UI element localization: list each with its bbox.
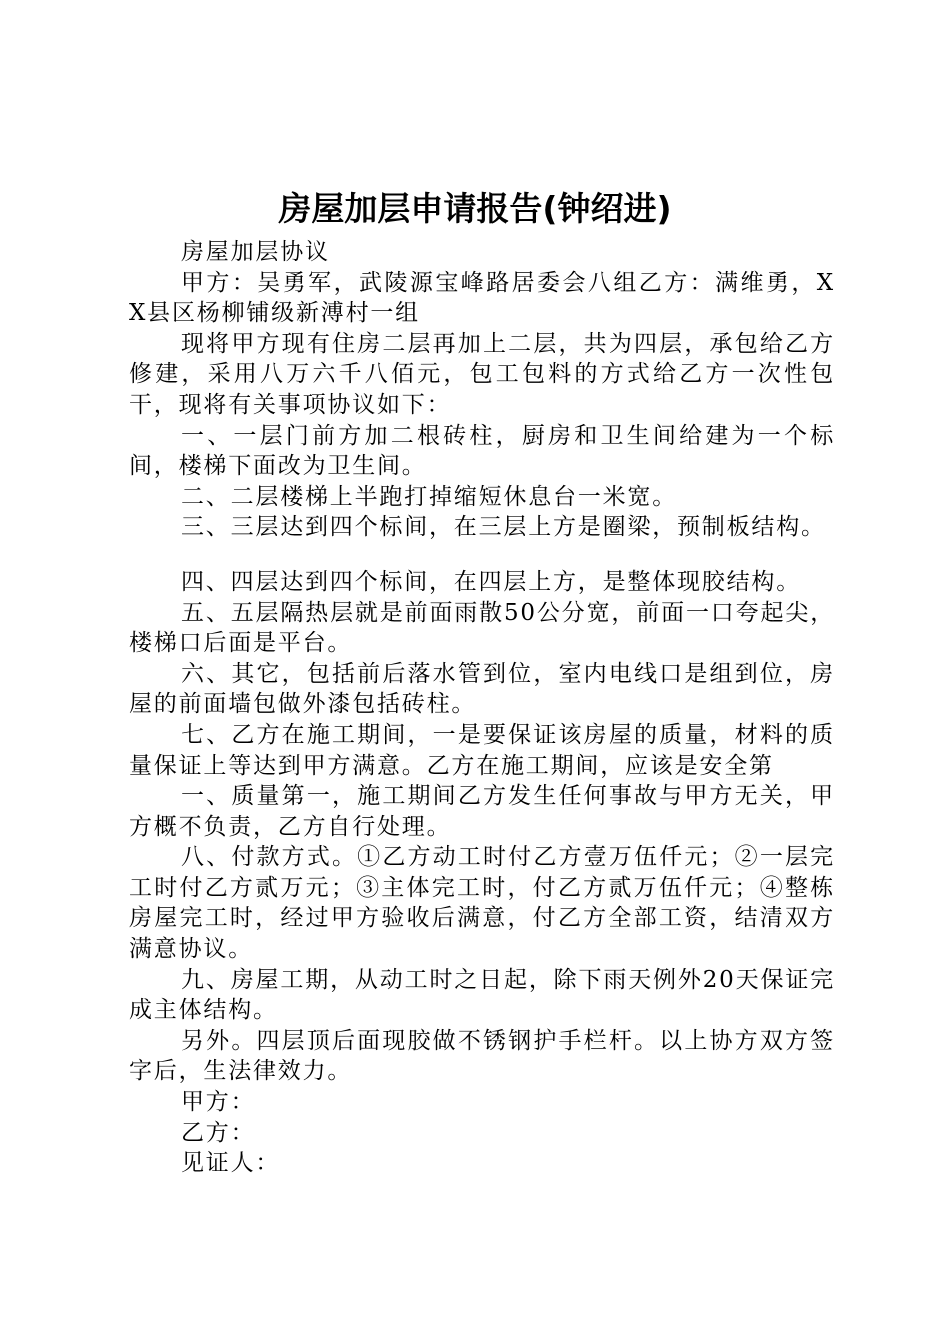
clause-5: 五、五层隔热层就是前面雨散50公分宽，前面一口夸起尖，楼梯口后面是平台。 <box>129 599 835 657</box>
additional-note: 另外。四层顶后面现胶做不锈钢护手栏杆。以上协方双方签字后，生法律效力。 <box>129 1027 835 1085</box>
clause-4: 四、四层达到四个标间，在四层上方，是整体现胶结构。 <box>181 568 801 595</box>
clause-9-schedule: 九、房屋工期，从动工时之日起，除下雨天例外20天保证完成主体结构。 <box>129 966 835 1024</box>
clause-7-continued: 一、质量第一，施工期间乙方发生任何事故与甲方无关，甲方概不负责，乙方自行处理。 <box>129 783 835 840</box>
signature-party-a: 甲方： <box>181 1089 256 1116</box>
clause-3: 三、三层达到四个标间，在三层上方是圈梁，预制板结构。 <box>181 514 826 541</box>
parties-paragraph: 甲方：吴勇军，武陵源宝峰路居委会八组乙方：满维勇，XX县区杨柳铺级新溥村一组 <box>129 269 835 327</box>
clause-2: 二、二层楼梯上半跑打掉缩短休息台一米宽。 <box>181 483 677 510</box>
clause-6: 六、其它，包括前后落水管到位，室内电线口是组到位，房屋的前面墙包做外漆包括砖柱。 <box>129 660 835 718</box>
signature-party-b: 乙方： <box>181 1119 256 1146</box>
document-title: 房屋加层申请报告(钟绍进) <box>278 189 672 228</box>
agreement-heading: 房屋加层协议 <box>181 239 330 265</box>
paragraph-gap <box>129 543 835 567</box>
intro-paragraph: 现将甲方现有住房二层再加上二层，共为四层，承包给乙方修建，采用八万六千八佰元，包工包料的方式给乙方一次性包干，现将有关事项协议如下： <box>129 330 835 418</box>
clause-1: 一、一层门前方加二根砖柱，厨房和卫生间给建为一个标间，楼梯下面改为卫生间。 <box>129 422 835 480</box>
signature-witness: 见证人： <box>181 1150 281 1177</box>
clause-8-payment: 八、付款方式。①乙方动工时付乙方壹万伍仟元；②一层完工时付乙方贰万元；③主体完工时，付乙方贰万伍仟元；④整栋房屋完工时，经过甲方验收后满意，付乙方全部工资，结清双方满意协议。 <box>129 844 835 963</box>
document-body <box>129 237 835 1179</box>
clause-7: 七、乙方在施工期间，一是要保证该房屋的质量，材料的质量保证上等达到甲方满意。乙方在施工期间，应该是安全第 <box>129 721 835 779</box>
